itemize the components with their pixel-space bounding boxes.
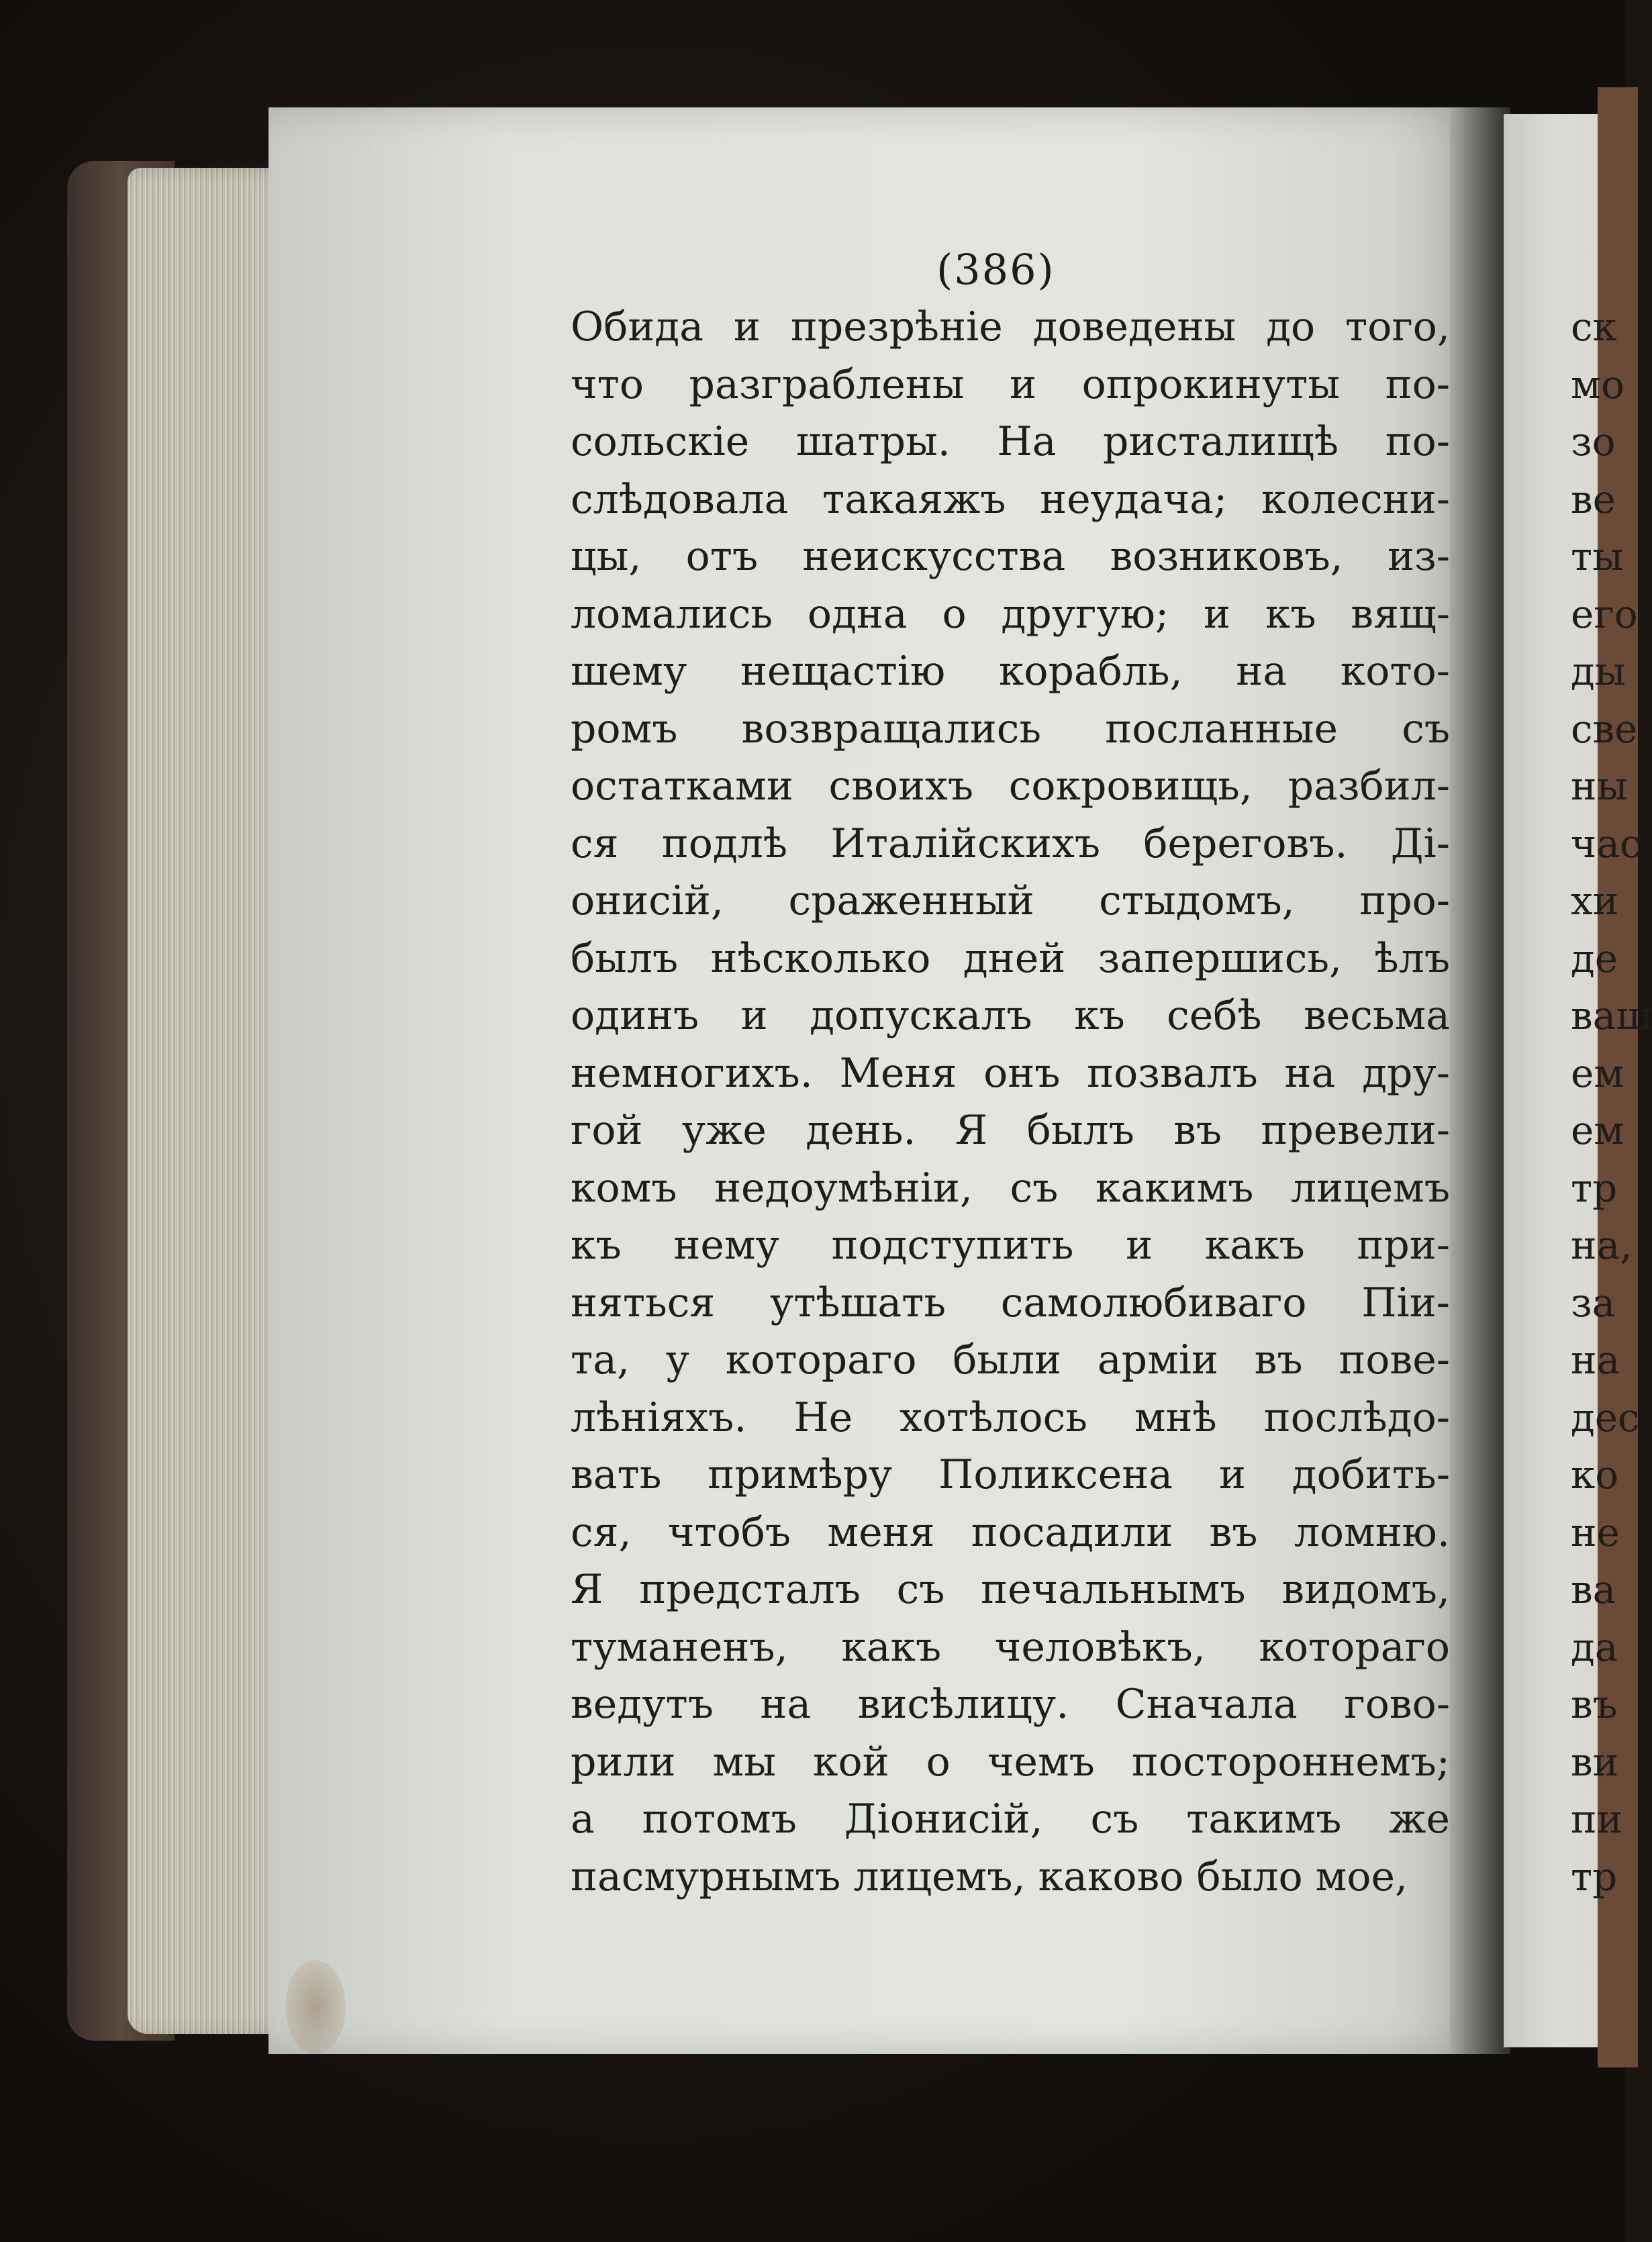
facing-page-line-fragment: ск	[1571, 304, 1617, 350]
text-line: одинъ и допускалъ къ себѣ весьма	[571, 992, 1450, 1039]
facing-page-line-fragment: ны	[1571, 763, 1628, 809]
facing-page-line-fragment: ва	[1571, 1567, 1616, 1612]
facing-page-line-fragment: час	[1571, 820, 1642, 867]
facing-page-line-fragment: на,	[1571, 1222, 1633, 1268]
text-line: онисій, сраженный стыдомъ, про-	[571, 877, 1450, 924]
facing-page-line-fragment: де	[1571, 935, 1618, 981]
page-stain	[285, 1960, 346, 2054]
facing-page-line-fragment: пи	[1571, 1796, 1623, 1842]
facing-page-line-fragment: да	[1571, 1624, 1618, 1670]
text-line: пасмурнымъ лицемъ, каково было мое,	[571, 1853, 1408, 1900]
facing-page-line-fragment: дес	[1571, 1394, 1640, 1441]
facing-page-line-fragment: хи	[1571, 878, 1619, 924]
facing-page-line-fragment: све	[1571, 705, 1638, 752]
facing-page-line-fragment: ем	[1571, 1108, 1624, 1153]
text-line: а потомъ Діонисій, съ такимъ же	[571, 1796, 1450, 1843]
facing-page-line-fragment: въ	[1571, 1682, 1618, 1727]
facing-page-line-fragment: за	[1571, 1279, 1616, 1326]
text-line: цы, отъ неискусства возниковъ, из-	[571, 533, 1450, 580]
facing-page-line-fragment: его	[1571, 591, 1638, 637]
text-line: слѣдовала такаяжъ неудача; колесни-	[571, 475, 1450, 523]
text-line: немногихъ. Меня онъ позвалъ на дру-	[571, 1049, 1450, 1097]
text-line: ломались одна о другую; и къ вящ-	[571, 590, 1450, 638]
facing-page-line-fragment: ко	[1571, 1452, 1619, 1498]
text-line: лѣніяхъ. Не хотѣлось мнѣ послѣдо-	[571, 1394, 1450, 1441]
facing-page-line-fragment: ве	[1571, 476, 1616, 522]
facing-page-line-fragment: ды	[1571, 648, 1626, 694]
text-line: что разграблены и опрокинуты по-	[571, 360, 1450, 408]
facing-page-line-fragment: тр	[1571, 1853, 1618, 1900]
facing-page-line-fragment: ем	[1571, 1050, 1624, 1096]
text-line: ся, чтобъ меня посадили въ ломню.	[571, 1508, 1450, 1556]
facing-page-text	[1571, 299, 1652, 1906]
text-line: няться утѣшать самолюбиваго Піи-	[571, 1279, 1450, 1326]
text-line: остатками своихъ сокровищь, разбил-	[571, 763, 1450, 810]
facing-page-line-fragment: мо	[1571, 361, 1625, 407]
text-line: ромъ возвращались посланные съ	[571, 705, 1450, 752]
text-line: туманенъ, какъ человѣкъ, котораго	[571, 1623, 1450, 1671]
text-line: вать примѣру Поликсена и добить-	[571, 1451, 1450, 1498]
text-line: ся подлѣ Италійскихъ береговъ. Ді-	[571, 820, 1450, 867]
text-line: комъ недоумѣніи, съ какимъ лицемъ	[571, 1164, 1450, 1212]
text-line: къ нему подступить и какъ при-	[571, 1222, 1450, 1269]
text-line: Я предсталъ съ печальнымъ видомъ,	[571, 1566, 1450, 1613]
facing-page-line-fragment: на	[1571, 1337, 1620, 1383]
facing-page-line-fragment: ты	[1571, 534, 1624, 579]
text-line: гой уже день. Я былъ въ превели-	[571, 1107, 1450, 1154]
text-line: Обида и презрѣніе доведены до того,	[571, 303, 1450, 350]
text-line: былъ нѣсколько дней запершись, ѣлъ	[571, 934, 1450, 982]
facing-page-line-fragment: ваш	[1571, 993, 1652, 1038]
facing-page-line-fragment: тр	[1571, 1165, 1618, 1211]
text-line: шему нещастію корабль, на кото-	[571, 648, 1450, 695]
text-line: ведутъ на висѣлицу. Сначала гово-	[571, 1681, 1450, 1728]
book-gutter	[1450, 107, 1510, 2054]
text-line: та, у котораго были арміи въ пове-	[571, 1336, 1450, 1383]
facing-page-line-fragment: не	[1571, 1509, 1620, 1555]
page-number: (386)	[936, 245, 1055, 294]
text-line: сольскіе шатры. На ристалищѣ по-	[571, 418, 1450, 465]
text-line: рили мы кой о чемъ постороннемъ;	[571, 1738, 1450, 1786]
page-text	[571, 299, 1450, 1906]
facing-page-line-fragment: зо	[1571, 419, 1616, 465]
facing-page-line-fragment: ви	[1571, 1739, 1619, 1785]
